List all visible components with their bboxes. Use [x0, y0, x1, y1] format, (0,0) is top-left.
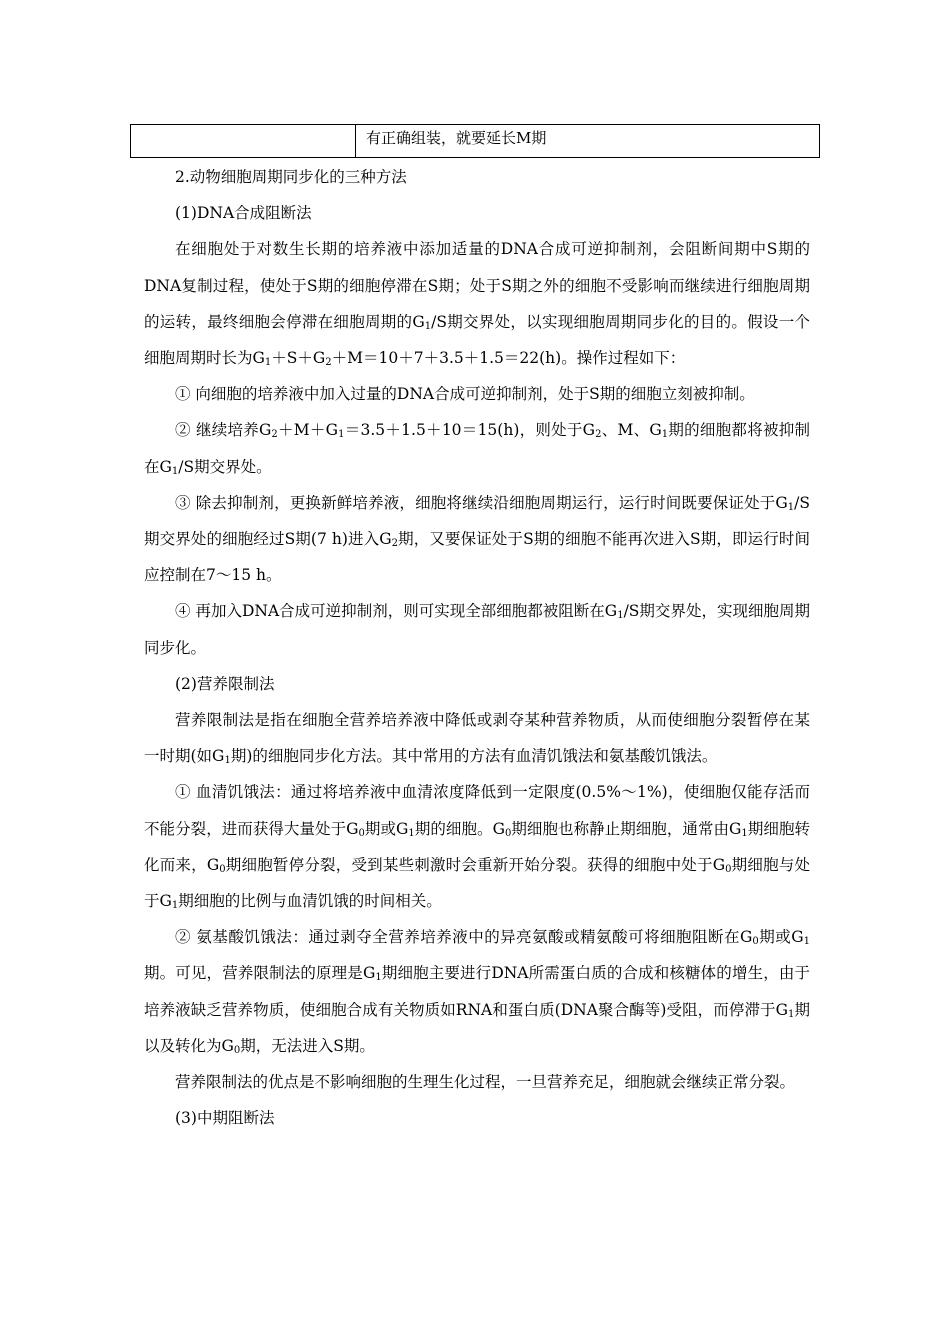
continuation-table	[130, 124, 820, 158]
section-heading: 2.动物细胞周期同步化的三种方法	[175, 168, 407, 186]
paragraph: 营养限制法是指在细胞全营养培养液中降低或剥夺某种营养物质，从而使细胞分裂暂停在某一时期(如$G_1$期)的细胞同步化方法。其中常用的方法有血清饥饿法和氨基酸饥饿法。	[144, 711, 810, 767]
step-item: ④ 再加入DNA合成可逆抑制剂，则可实现全部细胞都被阻断在$G_1/S$期交界处，实现细胞周期同步化。	[144, 602, 811, 657]
step-item: ③ 除去抑制剂，更换新鲜培养液，细胞将继续沿细胞周期运行，运行时间既要保证处于$G_1/S$期交界处的细胞经过S期(7 h)进入$G_2$期，又要保证处于S期的细胞不能再次进入S期，即运行时间应控制在7～15 h。	[144, 493, 810, 585]
document-body	[144, 159, 810, 1136]
subsection-title: (3)中期阻断法	[175, 1109, 275, 1128]
table-row	[131, 125, 820, 158]
method-item: ② 氨基酸饥饿法：通过剥夺全营养培养液中的异亮氨酸或精氨酸可将细胞阻断在$G_0$期或$G_1$期。可见，营养限制法的原理是$G_1$期细胞主要进行DNA所需蛋白质的合成和核糖体的增生，由于培养液缺乏营养物质，使细胞合成有关物质如RNA和蛋白质(DNA聚合酶等)受阻，而停滞于$G_1$期以及转化为$G_0$期，无法进入S期。	[144, 928, 811, 1056]
step-item: ② 继续培养$G_2+M+G_1=3.5+1.5+10=15(h)$，则处于$G_2$、M、$G_1$期的细胞都将被抑制在$G_1/S$期交界处。	[144, 421, 810, 477]
subsection-title: (1)DNA合成阻断法	[175, 204, 312, 223]
paragraph: 营养限制法的优点是不影响细胞的生理生化过程，一旦营养充足，细胞就会继续正常分裂。	[175, 1073, 796, 1092]
table-cell	[131, 125, 356, 158]
table-cell: 有正确组装，就要延长M期	[356, 125, 820, 158]
method-item: ① 血清饥饿法：通过将培养液中血清浓度降低到一定限度(0.5%～1%)，使细胞仅能存活而不能分裂，进而获得大量处于$G_0$期或$G_1$期的细胞。$G_0$期细胞也称静止期细胞，通常由$G_1$期细胞转化而来，$G_0$期细胞暂停分裂，受到某些刺激时会重新开始分裂。获得的细胞中处于$G_0$期细胞与处于$G_1$期细胞的比例与血清饥饿的时间相关。	[144, 783, 810, 912]
subsection-title: (2)营养限制法	[175, 674, 275, 693]
step-item: ① 向细胞的培养液中加入过量的DNA合成可逆抑制剂，处于S期的细胞立刻被抑制。	[175, 385, 755, 404]
paragraph: 在细胞处于对数生长期的培养液中添加适量的DNA合成可逆抑制剂，会阻断间期中S期的DNA复制过程，使处于S期的细胞停滞在S期；处于S期之外的细胞不受影响而继续进行细胞周期的运转，最终细胞会停滞在细胞周期的$G_1/S$期交界处，以实现细胞周期同步化的目的。假设一个细胞周期时长为$G_1+S+G_2+M=10+7+3.5+1.5=22(h)$。操作过程如下：	[144, 240, 811, 369]
